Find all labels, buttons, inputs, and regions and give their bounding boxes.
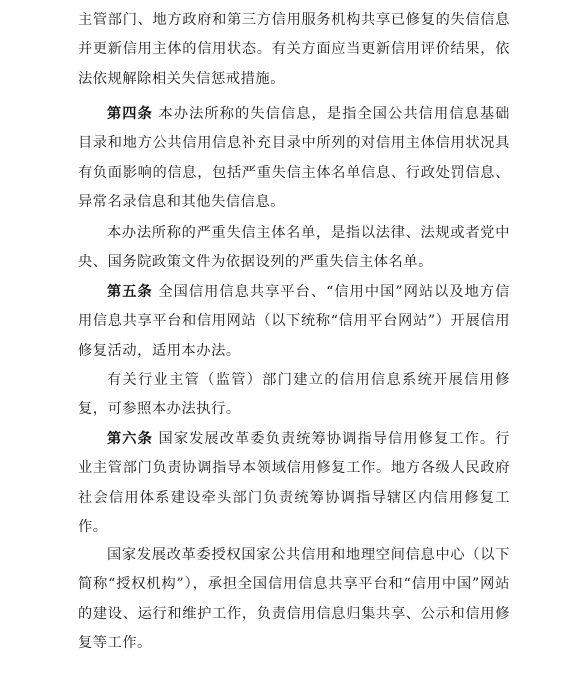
article-5-paragraph (78, 278, 510, 366)
paragraph-text: 国家发展改革委授权国家公共信用和地理空间信息中心（以下简称“授权机构”），承担全国信用信息共享平台和“信用中国”网站的建设、运行和维护工作，负责信用信息归集共享、公示和信用修复等工作。 (78, 547, 510, 652)
paragraph-text: 全国信用信息共享平台、“信用中国”网站以及地方信用信息共享平台和信用网站（以下统称“信用平台网站”）开展信用修复活动，适用本办法。 (78, 284, 510, 359)
article-4-paragraph-2 (78, 219, 510, 278)
paragraph-text: 主管部门、地方政府和第三方信用服务机构共享已修复的失信信息并更新信用主体的信用状态。有关方面应当更新信用评价结果，依法依规解除相关失信惩戒措施。 (78, 12, 510, 87)
paragraph-text: 有关行业主管（监管）部门建立的信用信息系统开展信用修复，可参照本办法执行。 (78, 372, 510, 418)
article-label: 第四条 (107, 106, 153, 122)
article-label: 第五条 (107, 284, 153, 300)
paragraph-text: 本办法所称的严重失信主体名单，是指以法律、法规或者党中央、国务院政策文件为依据设列的严重失信主体名单。 (78, 225, 510, 271)
article-5-paragraph-2 (78, 366, 510, 425)
article-label: 第六条 (107, 431, 153, 447)
paragraph-continuation (78, 6, 510, 94)
article-6-paragraph-2 (78, 541, 510, 659)
article-6-paragraph (78, 425, 510, 543)
article-4-paragraph (78, 100, 510, 218)
paragraph-text: 本办法所称的失信信息，是指全国公共信用信息基础目录和地方公共信用信息补充目录中所列的对信用主体信用状况具有负面影响的信息，包括严重失信主体名单信息、行政处罚信息、异常名录信息和其他失信信息。 (78, 106, 510, 211)
paragraph-text: 国家发展改革委负责统筹协调指导信用修复工作。行业主管部门负责协调指导本领域信用修复工作。地方各级人民政府社会信用体系建设牵头部门负责统筹协调指导辖区内信用修复工作。 (78, 431, 510, 536)
